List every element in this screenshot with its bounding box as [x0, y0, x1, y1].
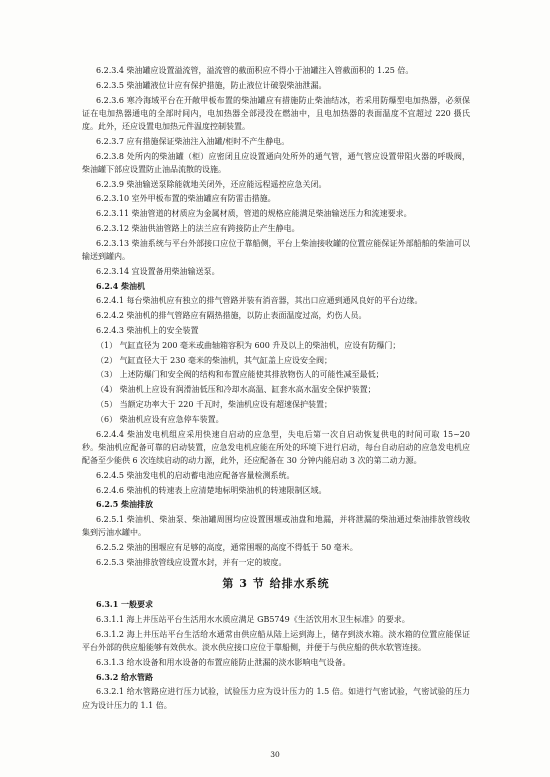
clause-paragraph: 6.2.3.11 柴油管道的材质应为金属材质，管道的规格应能满足柴油输送压力和流速要求。 [96, 209, 412, 219]
clause-paragraph: 6.2.3.14 宜设置备用柴油输送泵。 [96, 266, 220, 276]
clause-paragraph: （6） 柴油机应设有应急停车装置。 [96, 414, 224, 424]
section-title: 第 3 节 给排水系统 [222, 577, 330, 591]
clause-paragraph: 6.2.3.13 柴油系统与平台外部接口应位于靠船侧，平台上柴油接收罐的位置应能保证外部船舶的柴油可以输送到罐内。 [82, 238, 470, 261]
clause-paragraph: （4） 柴油机上应设有润滑油低压和冷却水高温、缸套水高水温安全保护装置； [96, 385, 376, 395]
clause-paragraph: 6.2.3.10 室外甲板布置的柴油罐应有防雷击措施。 [96, 194, 276, 204]
clause-paragraph: 6.2.3.7 应有措施保证柴油注入油罐/柜时不产生静电。 [96, 136, 290, 146]
clause-paragraph: 6.2.4.4 柴油发电机组应采用快速自启动的应急型，失电后第一次自启动恢复供电的时间可取 15~20 秒。柴油机应配备可靠的启动装置，应急发电机应能在所处的环境下进行启动，每台自动启动的应急发电机应配备至少能供 6 次连续启动的动力源，此外，还应配备在 30 分钟内能启动 3 次的第二动力源。 [82, 429, 470, 465]
clause-paragraph: 6.2.3.6 寒冷海域平台在开敞甲板布置的柴油罐应有措施防止柴油结冰，若采用防爆型电加热器，必须保证在电加热器通电的全部时间内，电加热器全部浸没在燃油中，且电加热器的表面温度不宜超过 220 摄氏度。此外，还应设置电加热元件温度控制装置。 [82, 95, 470, 131]
clause-paragraph: （2） 气缸直径大于 230 毫米的柴油机，其气缸盖上应设安全阀； [96, 355, 332, 365]
clause-paragraph: 6.2.4.3 柴油机上的安全装置 [96, 325, 199, 335]
clause-paragraph: 6.2.4.5 柴油发电机的启动蓄电池应配备容量检测系统。 [96, 470, 295, 480]
clause-paragraph: （5） 当额定功率大于 220 千瓦时，柴油机应设有超速保护装置； [96, 399, 332, 409]
page-number: 30 [270, 750, 280, 759]
clause-paragraph: （3） 上述防爆门和安全阀的结构和布置应能使其排放物伤人的可能性减至最低； [96, 370, 384, 380]
clause-paragraph: 6.2.5.3 柴油排放管线应设置水封，并有一定的坡度。 [96, 557, 287, 567]
clause-paragraph: 6.2.4.2 柴油机的排气管路应有隔热措施，以防止表面温度过高，灼伤人员。 [96, 311, 367, 321]
clause-paragraph: 6.3.2.1 给水管路应进行压力试验，试验压力应为设计压力的 1.5 倍。如进行气密试验，气密试验的压力应为设计压力的 1.1 倍。 [82, 687, 470, 710]
paragraphs-after-section [82, 598, 470, 712]
clause-paragraph: 6.3.1.1 海上井压站平台生活用水水质应满足 GB5749《生活饮用水卫生标准》的要求。 [96, 614, 410, 624]
clause-heading: 6.3.2 给水管路 [96, 671, 154, 682]
clause-paragraph: 6.2.3.12 柴油供油管路上的法兰应有跨接防止产生静电。 [96, 223, 300, 233]
clause-paragraph: 6.2.5.1 柴油机、柴油泵、柴油罐周围均应设置围堰或油盘和地漏，并将泄漏的柴油通过柴油排放管线收集到污油水罐中。 [82, 515, 470, 538]
clause-paragraph: 6.2.3.9 柴油输送泵除能就地关闭外，还应能远程遥控应急关闭。 [96, 179, 327, 189]
clause-paragraph: 6.2.3.4 柴油罐应设置溢流管，溢流管的截面积应不得小于油罐注入管截面积的 1.25 倍。 [96, 66, 414, 75]
clause-paragraph: 6.2.5.2 柴油的围堰应有足够的高度，通常围堰的高度不得低于 50 毫米。 [96, 543, 358, 553]
clause-paragraph: 6.2.3.5 柴油罐液位计应有保护措施，防止液位计破裂柴油泄漏。 [96, 80, 327, 90]
clause-heading: 6.2.5 柴油排放 [96, 499, 154, 510]
clause-paragraph: 6.3.1.2 海上井压站平台生活给水通常由供应船从陆上运到海上，储存到淡水箱。淡水箱的位置应能保证平台外部的供应船能够有效供水。淡水供应接口应位于靠船侧，并便于与供应船的供水软管连接。 [82, 629, 470, 652]
clause-paragraph: 6.2.3.8 处所内的柴油罐（柜）应密闭且应设置通向处所外的通气管，通气管应设置带阻火器的呼吸阀，柴油罐下部应设置防止油品流散的设施。 [82, 151, 470, 174]
clause-paragraph: 6.2.4.1 每台柴油机应有独立的排气管路并装有消音器，其出口应通到通风良好的平台边缘。 [96, 296, 423, 306]
clause-paragraph: 6.2.4.6 柴油机的转速表上应清楚地标明柴油机的转速限制区域。 [96, 485, 327, 495]
clause-heading: 6.3.1 一般要求 [96, 599, 154, 610]
clause-paragraph: （1） 气缸直径为 200 毫米或曲轴箱容积为 600 升及以上的柴油机，应设有防爆门； [96, 340, 401, 350]
clause-heading: 6.2.4 柴油机 [96, 280, 146, 291]
clause-paragraph: 6.3.1.3 给水设备和用水设备的布置应能防止泄漏的淡水影响电气设备。 [96, 657, 351, 667]
paragraphs-before-section [82, 64, 470, 569]
page-body [82, 64, 470, 713]
